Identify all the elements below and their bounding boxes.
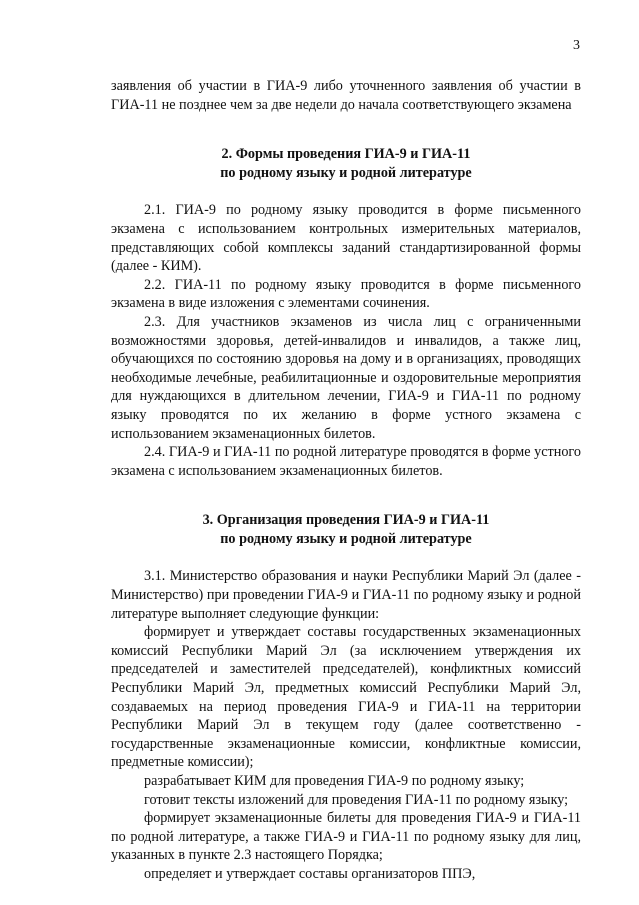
paragraph-2-3: 2.3. Для участников экзаменов из числа лиц с ограниченными возможностями здоровья, детей-инвалидов и инвалидов, а также лиц, обучающихся по состоянию здоровья на дому и в организациях, проводящих необходимые лечебные, реабилитационные и оздоровительные мероприятия для нуждающихся в длительном лечении, ГИА-9 и ГИА-11 по родному языку проводятся по их желанию в форме устного экзамена с использованием экзаменационных билетов. bbox=[111, 313, 581, 442]
function-item-texts: готовит тексты изложений для проведения ГИА-11 по родному языку; bbox=[144, 791, 569, 808]
function-item-kim: разрабатывает КИМ для проведения ГИА-9 по родному языку; bbox=[144, 773, 525, 789]
spacer bbox=[111, 548, 581, 567]
spacer bbox=[111, 480, 581, 511]
spacer bbox=[111, 114, 581, 145]
function-item-commissions: формирует и утверждает составы государственных экзаменационных комиссий Республики Марий Эл (за исключением утверждения их председателей и заместителей председателей), конфликтных комиссий Республики Марий Эл, предметных комиссий Республики Марий Эл, создаваемых на период проведения ГИА-9 и ГИА-11 на территории Республики Марий Эл в текущем году (далее соответственно - государственные экзаменационные комиссии, конфликтные комиссии, предметные комиссии); bbox=[111, 624, 581, 771]
paragraph-2-1: 2.1. ГИА-9 по родному языку проводится в форме письменного экзамена с использованием контрольных измерительных материалов, представляющих собой комплексы заданий стандартизированной формы (далее - КИМ). bbox=[111, 202, 581, 275]
function-item-organizers: определяет и утверждает составы организаторов ППЭ, bbox=[144, 865, 476, 882]
paragraph-2-2: 2.2. ГИА-11 по родному языку проводится в форме письменного экзамена в виде изложения с элементами сочинения. bbox=[111, 276, 581, 312]
page-number: 3 bbox=[573, 38, 580, 53]
function-item-tickets: формирует экзаменационные билеты для проведения ГИА-9 и ГИА-11 по родной литературе, а также ГИА-9 и ГИА-11 по родному языку для лиц, указанных в пункте 2.3 настоящего Порядка; bbox=[111, 810, 581, 864]
paragraph-2-4: 2.4. ГИА-9 и ГИА-11 по родной литературе проводятся в форме устного экзамена с использованием экзаменационных билетов. bbox=[111, 444, 581, 479]
section-3-title-line-2: по родному языку и родной литературе bbox=[220, 530, 472, 547]
spacer bbox=[111, 182, 581, 201]
section-3-title-line-1: 3. Организация проведения ГИА-9 и ГИА-11 bbox=[202, 512, 490, 529]
intro-continuation-paragraph: заявления об участии в ГИА-9 либо уточненного заявления об участии в ГИА-11 не позднее чем за две недели до начала соответствующего экзамена bbox=[111, 78, 581, 113]
paragraph-3-1: 3.1. Министерство образования и науки Республики Марий Эл (далее - Министерство) при проведении ГИА-9 и ГИА-11 по родному языку и родной литературе выполняет следующие функции: bbox=[111, 568, 581, 622]
document-body bbox=[111, 77, 581, 884]
section-2-title-line-2: по родному языку и родной литературе bbox=[220, 164, 472, 181]
section-2-title-line-1: 2. Формы проведения ГИА-9 и ГИА-11 bbox=[221, 146, 471, 163]
